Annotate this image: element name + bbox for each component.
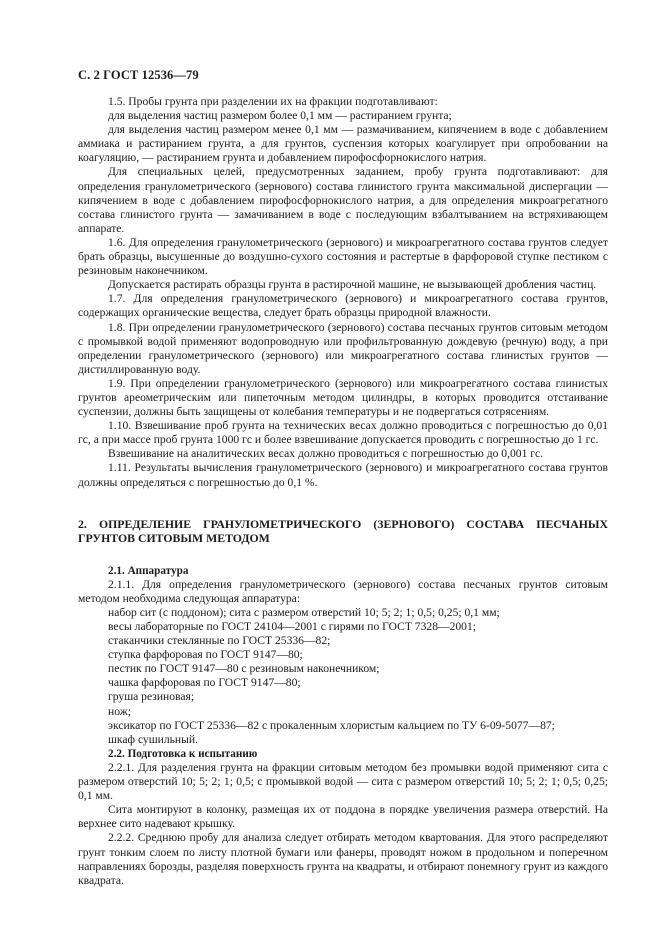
paragraph: Для специальных целей, предусмотренных заданием, пробу грунта подготавливают: для определения гранулометрического (зернового) состава глинистого грунта максимальной диспергации — кипячением в воде с добавлением пирофосфорнокислого натрия, а для определения микроагрегатного состава глинистого грунта — замачиванием в воде с последующим взбалтыванием на встряхивающем аппарате. xyxy=(78,165,608,235)
paragraph: 1.5. Пробы грунта при разделении их на фракции подготавливают: xyxy=(108,95,438,108)
equipment-list xyxy=(78,606,608,747)
list-item: эксикатор по ГОСТ 25336—82 с прокаленным хлористым кальцием по ТУ 6-09-5077—87; xyxy=(108,718,555,732)
list-item: весы лабораторные по ГОСТ 24104—2001 с гирями по ГОСТ 7328—2001; xyxy=(108,620,476,633)
paragraph: 1.11. Результаты вычисления гранулометрического (зернового) и микроагрегатного состава грунтов должны определяться с погрешностью до 0,1 %. xyxy=(78,461,608,489)
list-item: набор сит (с поддоном); сита с размером отверстий 10; 5; 2; 1; 0,5; 0,25; 0,1 мм; xyxy=(108,605,500,619)
list-item: нож; xyxy=(108,704,131,718)
list-item: шкаф сушильный. xyxy=(108,732,199,746)
paragraph: 1.9. При определении гранулометрического (зернового) или микроагрегатного состава глинистых грунтов ареометрическим или пипеточным методом цилиндры, в которых проводится отстаивание суспензии, должны быть защищены от колебания температуры и не подвергаться сотрясениям. xyxy=(78,376,608,419)
paragraph: 1.6. Для определения гранулометрического (зернового) и микроагрегатного состава грунтов следует брать образцы, высушенные до воздушно-сухого состояния и растертые в фарфоровой ступке пестиком с резиновым наконечником. xyxy=(78,235,608,278)
paragraph: 2.1.1. Для определения гранулометрического (зернового) состава песчаных грунтов ситовым методом необходима следующая аппаратура: xyxy=(78,577,608,605)
paragraph: 1.7. Для определения гранулометрического (зернового) и микроагрегатного состава грунтов, содержащих органические вещества, следует брать образцы природной влажности. xyxy=(78,292,608,320)
section-1-paragraphs xyxy=(78,95,608,490)
paragraph: 2.2.2. Среднюю пробу для анализа следует отбирать методом квартования. Для этого распределяют грунт тонким слоем по листу плотной бумаги или фанеры, проводят ножом в продольном и поперечном направлениях борозды, разделяя поверхность грунта на квадраты, и отбирают понемногу грунт из каждого квадрата. xyxy=(78,831,609,887)
document-body xyxy=(78,95,608,888)
paragraph: Взвешивание на аналитических весах должно проводиться с погрешностью до 0,001 гс. xyxy=(108,447,544,461)
paragraph: 1.8. При определении гранулометрического (зернового) состава песчаных грунтов ситовым методом с промывкой водой применяют водопроводную или профильтрованную дождевую (речную) воду, а при определении гранулометрического (зернового) или микроагрегатного состава глинистых грунтов — дистиллированную воду. xyxy=(78,320,608,376)
list-item: пестик по ГОСТ 9147—80 с резиновым наконечником; xyxy=(108,662,380,676)
page-header: С. 2 ГОСТ 12536—79 xyxy=(78,68,199,82)
paragraph: 2.2.1. Для разделения грунта на фракции ситовым методом без промывки водой применяют сита с размером отверстий 10; 5; 2; 1; 0,5; с промывкой водой — сита с размером отверстий 10; 5; 2; 1; 0,5; 0,25; 0,1 мм. xyxy=(78,760,608,803)
section-2-title: 2. ОПРЕДЕЛЕНИЕ ГРАНУЛОМЕТРИЧЕСКОГО (ЗЕРНОВОГО) СОСТАВА ПЕСЧАНЫХ ГРУНТОВ СИТОВЫМ МЕТОДОМ xyxy=(78,516,608,546)
paragraph: Допускается растирать образцы грунта в растирочной машине, не вызывающей дробления частиц. xyxy=(108,278,597,292)
subsection-title-apparatus: 2.1. Аппаратура xyxy=(108,564,189,577)
paragraph: для выделения частиц размером более 0,1 мм — растиранием грунта; xyxy=(108,109,452,123)
paragraph: Сита монтируют в колонку, размещая их от поддона в порядке увеличения размера отверстий. На верхнее сито надевают крышку. xyxy=(78,803,608,831)
list-item: стаканчики стеклянные по ГОСТ 25336—82; xyxy=(108,634,331,648)
paragraph: для выделения частиц размером менее 0,1 мм — размачиванием, кипячением в воде с добавлением аммиака и растиранием грунта, а для грунтов, суспензия которых коагулирует при опробовании на коагуляцию, — растиранием грунта и добавлением пирофосфорнокислого натрия. xyxy=(78,123,608,165)
list-item: ступка фарфоровая по ГОСТ 9147—80; xyxy=(108,648,303,662)
paragraph: 1.10. Взвешивание проб грунта на технических весах должно проводиться с погрешностью до 0,01 гс, а при массе проб грунта 1000 гс и более взвешивание допускается проводить с погрешностью до 1 гс. xyxy=(78,419,608,447)
subsection-title-preparation: 2.2. Подготовка к испытанию xyxy=(108,747,258,760)
list-item: груша резиновая; xyxy=(108,690,195,704)
list-item: чашка фарфоровая по ГОСТ 9147—80; xyxy=(108,676,301,690)
